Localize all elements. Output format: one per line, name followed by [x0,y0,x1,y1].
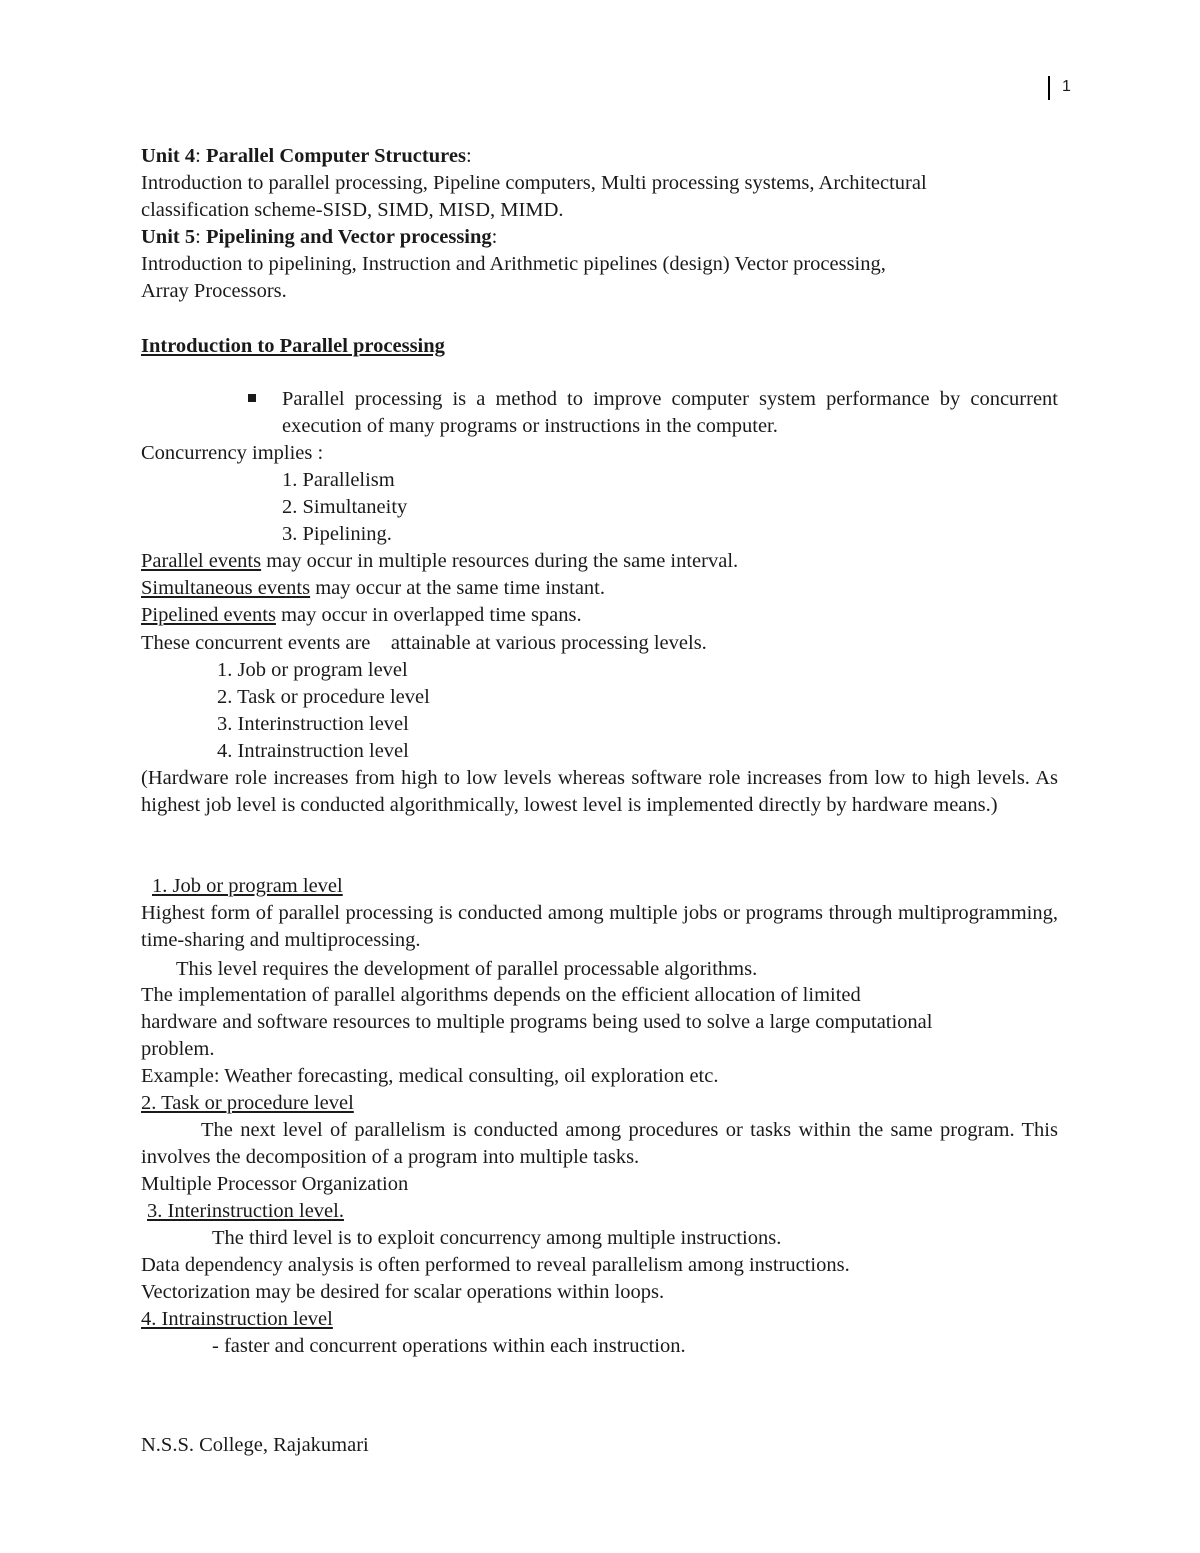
inter-level-line: The third level is to exploit concurrency among multiple instructions. [212,1227,782,1249]
level-item: 4. Intrainstruction level [217,740,409,762]
unit5-desc-line1: Introduction to pipelining, Instruction and Arithmetic pipelines (design) Vector processing, [141,253,886,275]
concurrency-item: 3. Pipelining. [282,523,392,545]
unit4-trail: : [465,145,472,167]
job-level-line: hardware and software resources to multiple programs being used to solve a large computational [141,1011,933,1033]
level-item: 2. Task or procedure level [217,686,430,708]
unit4-desc-line2: classification scheme-SISD, SIMD, MISD, MIMD. [141,199,564,221]
intra-level-line: - faster and concurrent operations within each instruction. [212,1335,686,1357]
unit5-label: Unit 5 [141,226,196,248]
bullet-square-icon [248,394,256,402]
event-term: Parallel events [141,550,262,572]
unit5-title: Pipelining and Vector processing [205,226,492,248]
inter-level-heading [147,1198,344,1225]
unit5-desc-line2: Array Processors. [141,280,287,302]
event-line [141,548,738,575]
bullet-paragraph: Parallel processing is a method to improve computer system performance by concurrent execution of many programs or instructions in the computer. [282,388,1058,437]
page-number: 1 [1048,76,1071,100]
job-level-heading [152,873,343,900]
unit5-trail: : [491,226,498,248]
job-level-line: The implementation of parallel algorithms depends on the efficient allocation of limited [141,984,861,1006]
levels-intro: These concurrent events are attainable at various processing levels. [141,632,707,654]
intra-level-heading [141,1306,333,1333]
level-item: 3. Interinstruction level [217,713,409,735]
inter-level-line: Data dependency analysis is often performed to reveal parallelism among instructions. [141,1254,850,1276]
job-level-para: Highest form of parallel processing is conducted among multiple jobs or programs through multiprogramming, time-sharing and multiprocessing. [141,902,1084,951]
unit4-heading [141,143,472,170]
unit4-title: Parallel Computer Structures [205,145,466,167]
job-level-line: problem. [141,1038,215,1060]
section-title-text: Introduction to Parallel processing [141,335,445,357]
unit5-heading [141,224,497,251]
event-term: Pipelined events [141,604,276,626]
event-line [141,575,605,602]
inter-level-heading-text: 3. Interinstruction level. [147,1200,344,1222]
unit4-colon: : [195,145,206,167]
unit4-label: Unit 4 [141,145,196,167]
event-term: Simultaneous events [141,577,311,599]
concurrency-item: 2. Simultaneity [282,496,408,518]
concurrency-item: 1. Parallelism [282,469,395,491]
concurrency-intro: Concurrency implies : [141,442,324,464]
event-desc: may occur in overlapped time spans. [275,604,582,626]
task-level-para: The next level of parallelism is conducted among procedures or tasks within the same program. This involves the decomposition of a program into multiple tasks. [141,1119,1058,1168]
section-title [141,333,445,360]
intra-level-heading-text: 4. Intrainstruction level [141,1308,333,1330]
event-desc: may occur at the same time instant. [310,577,605,599]
task-level-extra: Multiple Processor Organization [141,1173,409,1195]
job-level-example: Example: Weather forecasting, medical consulting, oil exploration etc. [141,1065,719,1087]
job-level-heading-text: 1. Job or program level [152,875,343,897]
footer-college: N.S.S. College, Rajakumari [141,1434,369,1456]
hardware-note: (Hardware role increases from high to low levels whereas software role increases from low to high levels. As highest job level is conducted algorithmically, lowest level is implemented directly by hardware means.) [141,767,1058,816]
inter-level-line: Vectorization may be desired for scalar operations within loops. [141,1281,665,1303]
task-level-heading [141,1090,354,1117]
task-level-heading-text: 2. Task or procedure level [141,1092,354,1114]
unit4-desc-line1: Introduction to parallel processing, Pipeline computers, Multi processing systems, Architectural [141,172,927,194]
level-item: 1. Job or program level [217,659,408,681]
event-line [141,602,582,629]
event-desc: may occur in multiple resources during the same interval. [261,550,739,572]
unit5-colon: : [195,226,206,248]
job-level-line: This level requires the development of parallel processable algorithms. [176,958,758,980]
